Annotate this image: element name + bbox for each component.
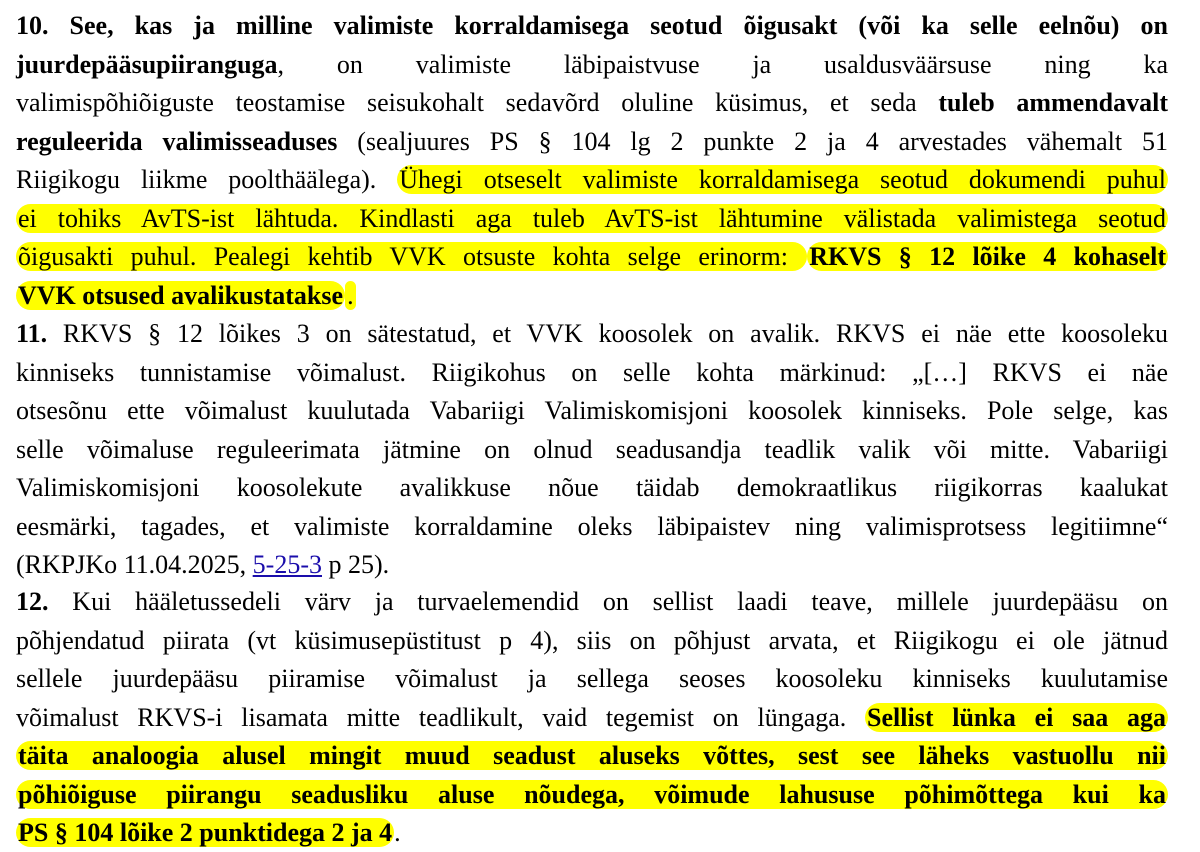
text-segment: otsesõnu ette võimalust kuulutada Vabariigi Valimiskomisjoni koosolek kinniseks. Pole selge, kas <box>16 396 1168 425</box>
text-line <box>16 776 1168 814</box>
text-line <box>16 277 1168 315</box>
highlighted-text: . <box>347 280 354 310</box>
text-line <box>16 660 1168 698</box>
text-segment: Riigikogu liikme poolthäälega). <box>16 165 398 194</box>
text-line <box>16 737 1168 775</box>
text-line <box>16 699 1168 737</box>
text-line <box>16 431 1168 469</box>
text-segment: . <box>394 818 401 847</box>
text-line <box>16 315 1168 353</box>
text-line <box>16 84 1168 122</box>
text-segment: reguleerida valimisseaduses <box>16 126 338 156</box>
text-line <box>16 161 1168 199</box>
highlighted-text: Ühegi otseselt valimiste korraldamisega seotud dokumendi puhul <box>399 165 1167 194</box>
text-segment: kinniseks tunnistamise võimalust. Riigikohus on selle kohta märkinud: „[…] RKVS ei näe <box>16 357 1168 387</box>
text-segment: 11. <box>16 319 48 348</box>
text-line <box>16 123 1168 161</box>
text-segment: sellele juurdepääsu piiramise võimalust ja sellega seoses koosoleku kinniseks kuulutamise <box>16 664 1168 693</box>
highlighted-text: ei tohiks AvTS-ist lähtuda. Kindlasti aga tuleb AvTS-ist lähtumine välistada valimistega seotud <box>18 203 1166 233</box>
text-line <box>16 622 1168 660</box>
text-segment: põhjendatud piirata (vt küsimusepüstitust p 4), siis on põhjust arvata, et Riigikogu ei ole jätnud <box>16 625 1168 655</box>
text-segment: selle võimaluse reguleerimata jätmine on olnud seadusandja teadlik valik või mitte. Vabariigi <box>16 434 1168 464</box>
text-segment: See, kas ja milline valimiste korraldamisega seotud õigusakt (või ka selle eelnõu) on <box>48 11 1168 40</box>
text-segment: (sealjuures PS § 104 lg 2 punkte 2 ja 4 arvestades vähemalt 51 <box>337 126 1168 156</box>
text-line <box>16 392 1168 430</box>
highlighted-text: põhiõiguse piirangu seadusliku aluse nõudega, võimude lahususe põhimõttega kui ka <box>18 779 1166 809</box>
text-segment: juurdepääsupiiranguga <box>16 49 278 79</box>
text-segment: valimispõhiõiguste teostamise seisukohalt sedavõrd oluline küsimus, et seda <box>16 88 939 117</box>
text-line <box>16 814 1168 852</box>
text-line <box>16 46 1168 84</box>
text-line <box>16 508 1168 546</box>
highlighted-text: PS § 104 lõike 2 punktidega 2 ja 4 <box>18 818 393 847</box>
text-line <box>16 354 1168 392</box>
text-segment: RKVS § 12 lõikes 3 on sätestatud, et VVK koosolek on avalik. RKVS ei näe ette koosoleku <box>47 319 1168 348</box>
text-segment: Valimiskomisjoni koosolekute avalikkuse nõue täidab demokraatlikus riigikorras kaalukat <box>16 473 1168 502</box>
text-segment: Kui hääletussedeli värv ja turvaelemendid on sellist laadi teave, millele juurdepääsu on <box>48 587 1168 616</box>
case-link[interactable]: 5-25-3 <box>252 550 322 579</box>
text-line <box>16 469 1168 507</box>
text-segment: 10. <box>16 11 49 40</box>
text-line <box>16 200 1168 238</box>
text-segment: võimalust RKVS-i lisamata mitte teadlikult, vaid tegemist on lüngaga. <box>16 702 866 732</box>
text-line <box>16 238 1168 276</box>
text-segment: eesmärki, tagades, et valimiste korraldamine oleks läbipaistev ning valimisprotsess legitiimne“ <box>16 511 1168 541</box>
text-segment: tuleb ammendavalt <box>938 88 1168 117</box>
text-segment: 12. <box>16 587 49 616</box>
highlighted-text: VVK otsused avalikustatakse <box>18 280 344 310</box>
highlighted-text: RKVS § 12 lõike 4 kohaselt <box>809 242 1166 271</box>
text-line <box>16 583 1168 621</box>
highlighted-text: õigusakti puhul. Pealegi kehtib VVK otsuste kohta selge erinorm: <box>18 242 806 271</box>
text-segment: , on valimiste läbipaistvuse ja usaldusväärsuse ning ka <box>277 49 1168 79</box>
text-line <box>16 546 1168 584</box>
text-segment: (RKPJKo 11.04.2025, <box>16 550 253 579</box>
highlighted-text: täita analoogia alusel mingit muud seadust aluseks võttes, sest see läheks vastuollu nii <box>18 741 1166 770</box>
highlighted-text: Sellist lünka ei saa aga <box>867 702 1166 732</box>
text-segment: p 25). <box>322 550 390 579</box>
text-line <box>16 7 1168 45</box>
